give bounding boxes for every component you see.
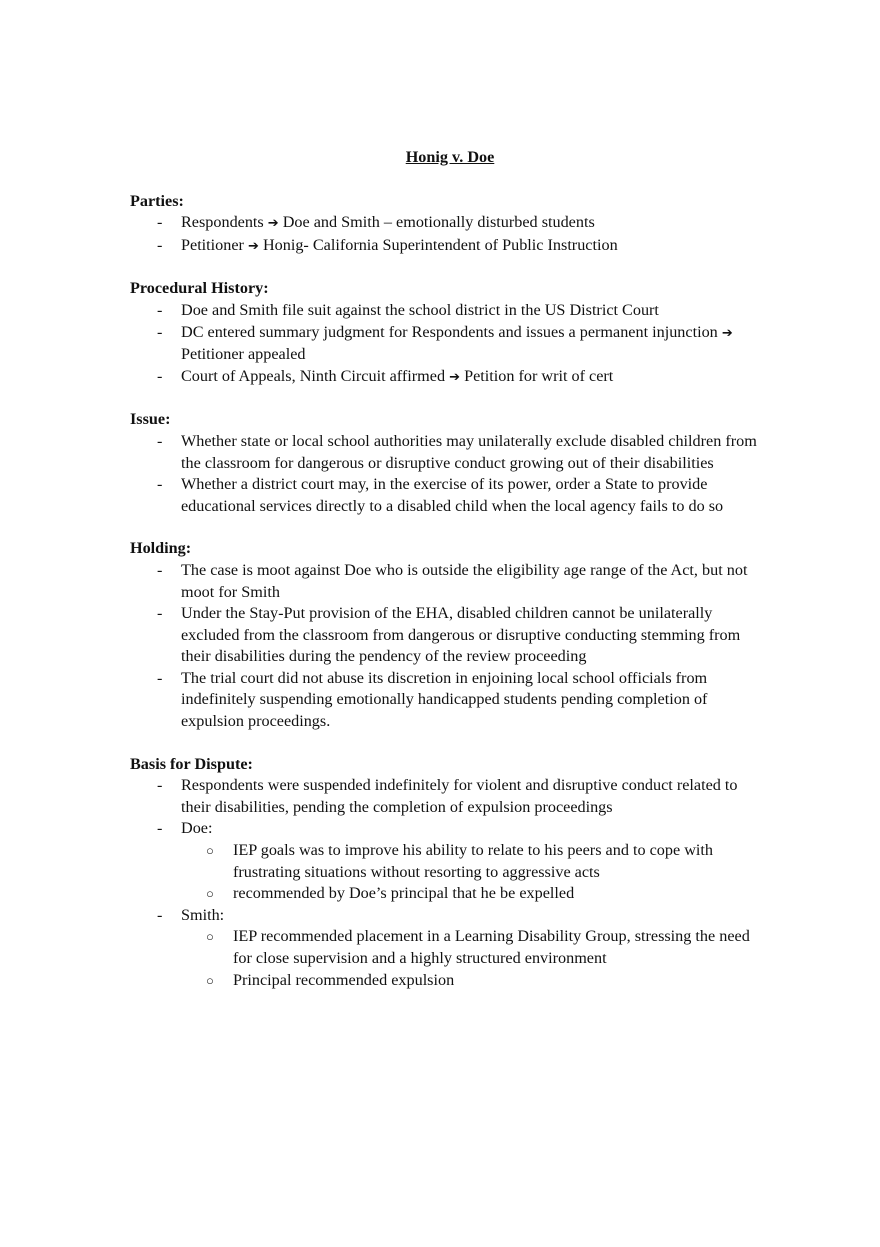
sub-list-item: ○ IEP recommended placement in a Learning Disability Group, stressing the need for close supervision and a highly structured environment: [206, 927, 750, 967]
list-item: - The case is moot against Doe who is outside the eligibility age range of the Act, but not moot for Smith: [157, 560, 748, 601]
section-heading: Basis for Dispute:: [130, 754, 253, 773]
arrow-icon: ➔: [449, 369, 461, 385]
list-item: - Smith: ○ IEP recommended placement in a Learning Disability Group, stressing the need for close supervision and a highly structured environment ○ Principal recommended expulsion: [130, 905, 770, 991]
section-basis-for-dispute: [130, 754, 770, 992]
list-item: - Respondents were suspended indefinitely for violent and disruptive conduct related to their disabilities, pending the completion of expulsion proceedings: [157, 776, 738, 816]
list-item: - DC entered summary judgment for Respondents and issues a permanent injunction ➔ Petitioner appealed: [157, 322, 733, 364]
section-heading: Procedural History:: [130, 279, 269, 298]
list-item: - Doe and Smith file suit against the school district in the US District Court: [157, 300, 659, 319]
section-heading: Issue:: [130, 410, 171, 429]
list-item: - Petitioner ➔ Honig- California Superintendent of Public Instruction: [157, 235, 618, 254]
list-item: - Court of Appeals, Ninth Circuit affirmed ➔ Petition for writ of cert: [157, 366, 614, 385]
arrow-icon: ➔: [248, 238, 259, 254]
list-item: - Doe: ○ IEP goals was to improve his ability to relate to his peers and to cope with frustrating situations without resorting to aggressive acts ○ recommended by Doe’s principal that he be expelled: [130, 818, 770, 904]
sub-list-item: ○ Principal recommended expulsion: [206, 970, 455, 989]
section-parties: [130, 191, 770, 258]
list-item: - Respondents ➔ Doe and Smith – emotionally disturbed students: [157, 213, 595, 232]
list-item: - Whether state or local school authorities may unilaterally exclude disabled children from the classroom for dangerous or disruptive conduct growing out of their disabilities: [157, 431, 757, 472]
arrow-icon: ➔: [267, 216, 279, 232]
document-title: Honig v. Doe: [405, 148, 495, 166]
list-item: - The trial court did not abuse its discretion in enjoining local school officials from indefinitely suspending emotionally handicapped students pending completion of expulsion proceedings.: [157, 668, 708, 731]
sub-list-item: ○ recommended by Doe’s principal that he be expelled: [206, 884, 575, 903]
section-heading: Holding:: [130, 539, 192, 558]
sub-list-item: ○ IEP goals was to improve his ability to relate to his peers and to cope with frustrating situations without resorting to aggressive acts: [206, 841, 713, 881]
section-holding: [130, 538, 770, 732]
list-item: - Under the Stay-Put provision of the EHA, disabled children cannot be unilaterally excluded from the classroom from dangerous or disruptive conducting stemming from their disabilities during the pendency of the review proceeding: [157, 604, 741, 666]
section-issue: [130, 409, 770, 517]
section-heading: Parties:: [130, 191, 184, 210]
list-item: - Whether a district court may, in the exercise of its power, order a State to provide educational services directly to a disabled child when the local agency fails to do so: [157, 475, 724, 515]
section-procedural-history: [130, 278, 770, 388]
arrow-icon: ➔: [721, 325, 733, 341]
